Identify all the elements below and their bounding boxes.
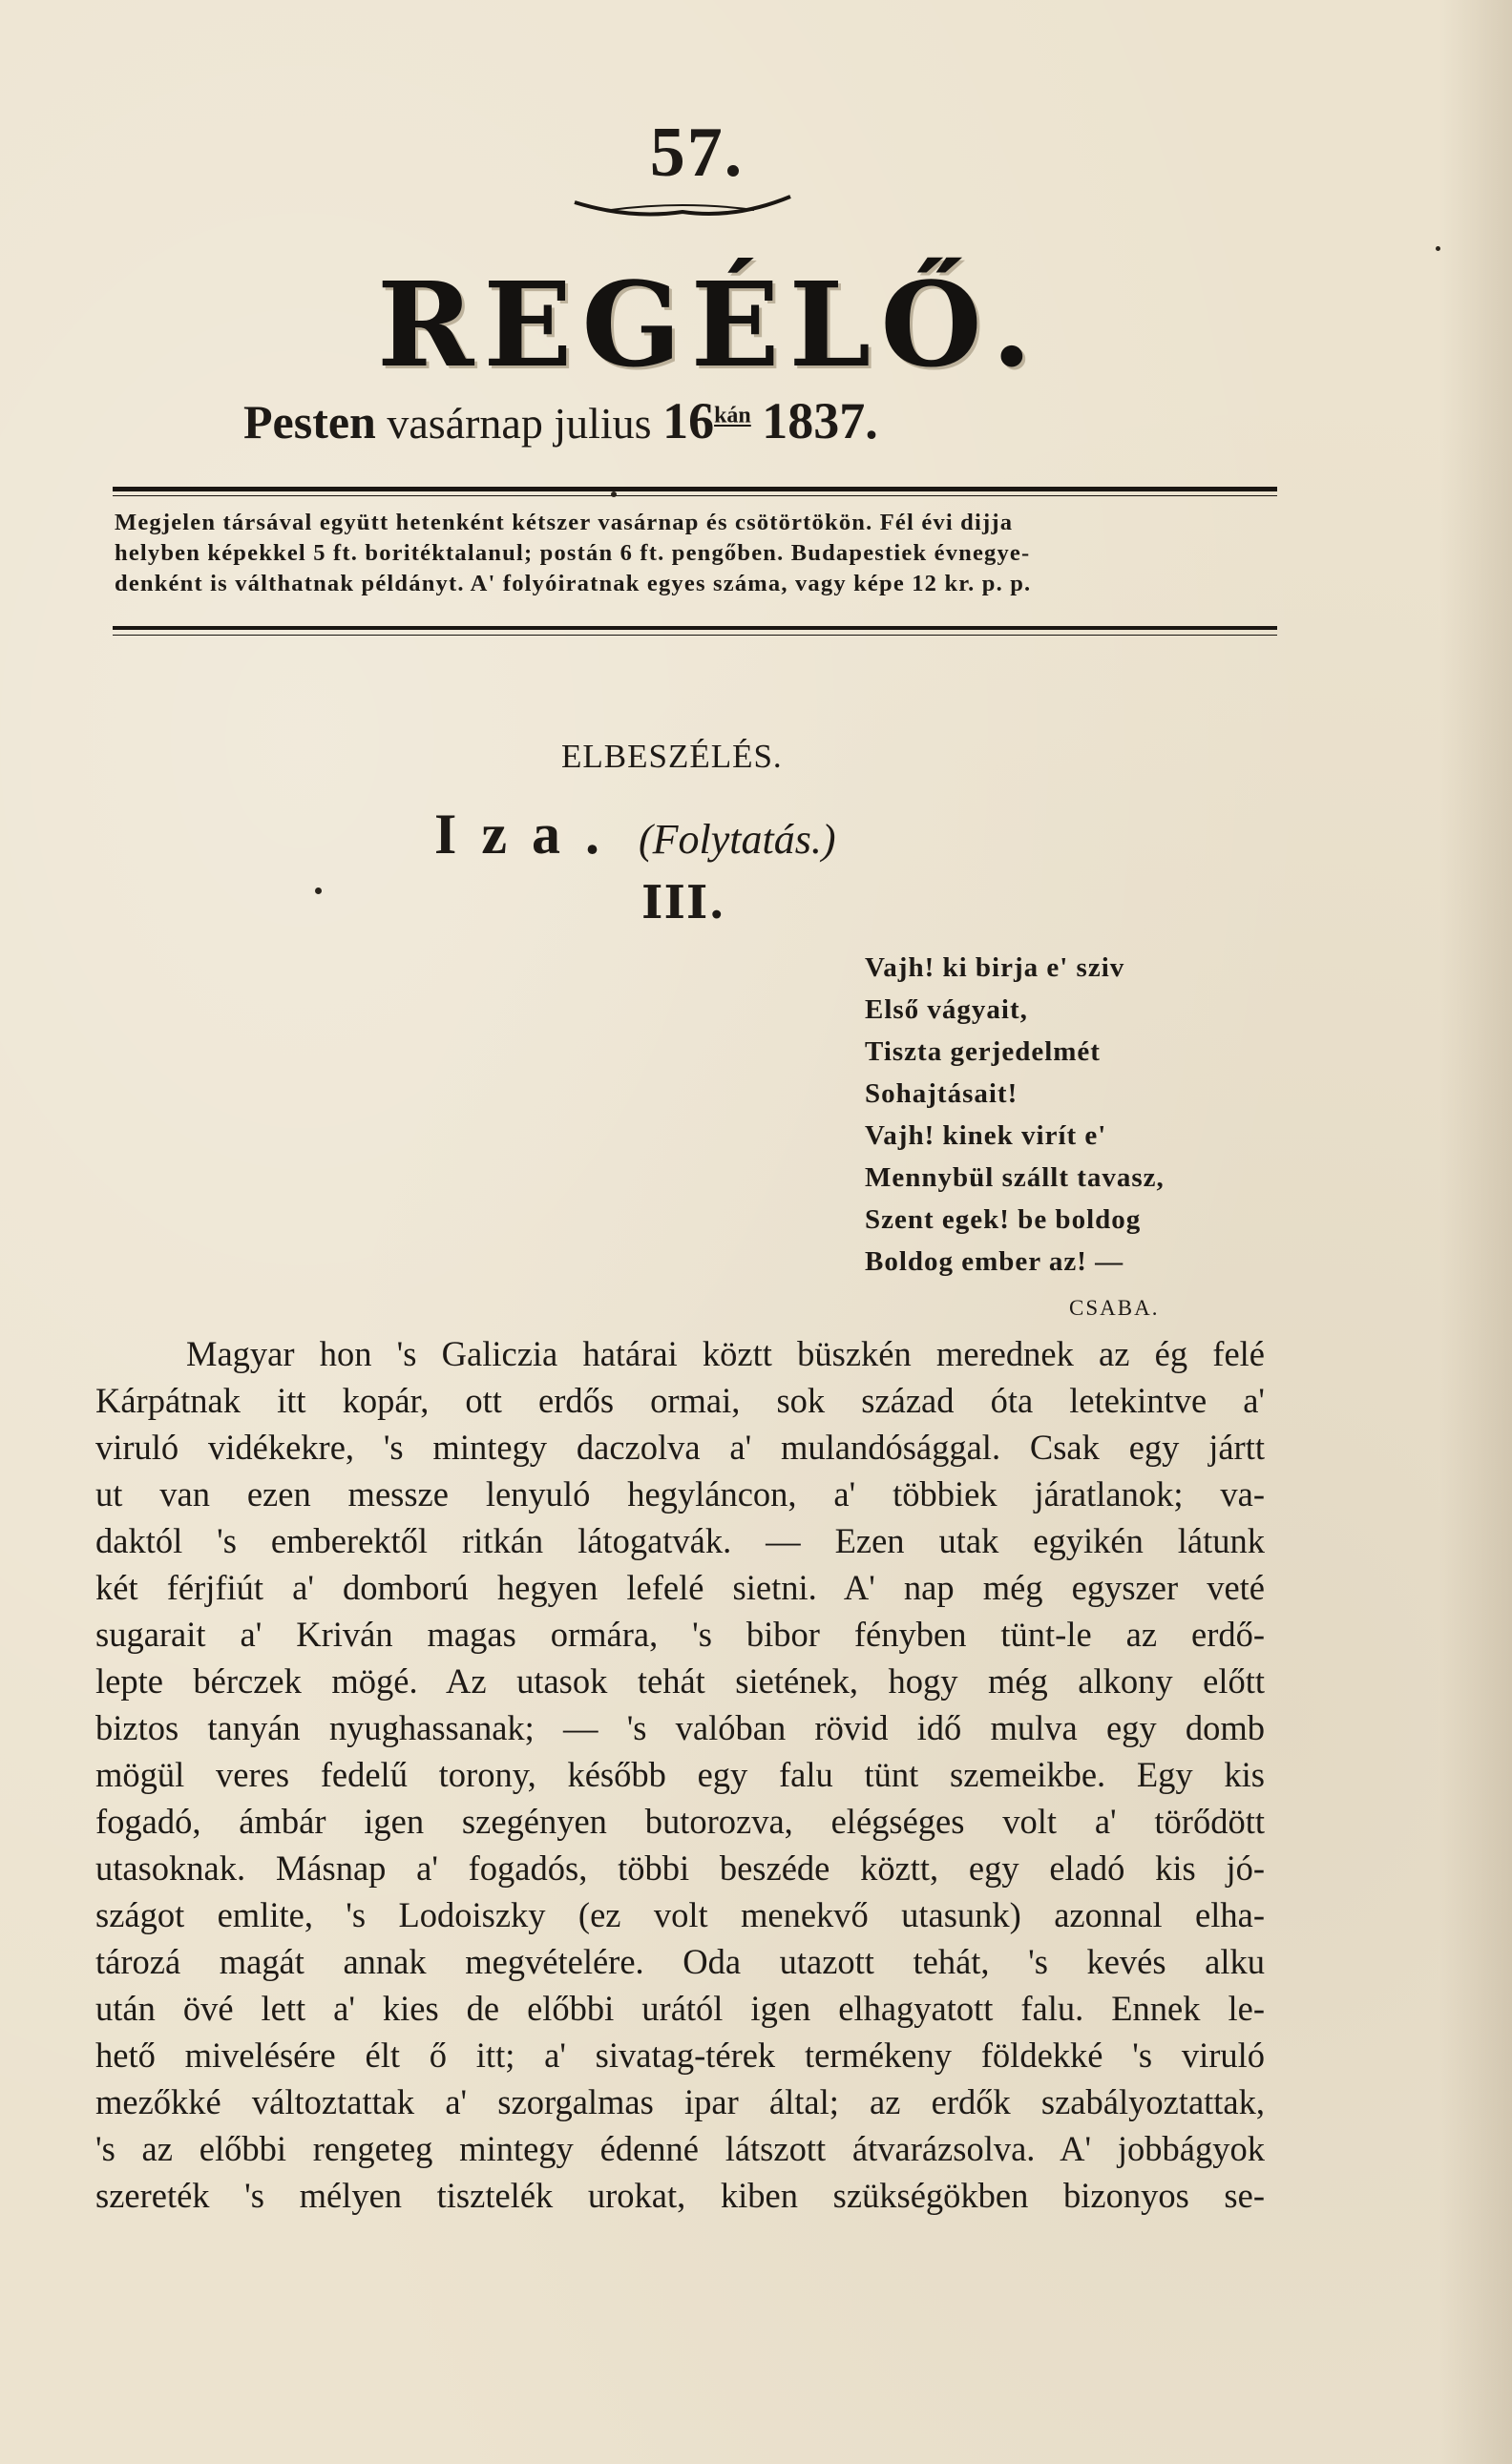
body-text-line: Magyar hon 's Galiczia határai köztt büszkén merednek az ég felé (186, 1334, 1265, 1373)
notice-rule-thin (113, 635, 1277, 636)
ornamental-flourish (573, 191, 792, 219)
epigraph-line: Vajh! ki birja e' sziv (865, 952, 1125, 983)
notice-rule-thick (113, 626, 1277, 630)
body-text-line: Kárpátnak itt kopár, ott erdős ormai, sok század óta letekintve a' (95, 1381, 1265, 1420)
page-edge-shadow (1439, 0, 1512, 2464)
body-text-line: 's az előbbi rengeteg mintegy édenné látszott átvarázsolva. A' jobbágyok (95, 2129, 1265, 2168)
body-text-line: daktól 's emberektől ritkán látogatvák. — Ezen utak egyikén látunk (95, 1521, 1265, 1560)
body-text-line: után övé lett a' kies de előbbi urától igen elhagyatott falu. Ennek le- (95, 1989, 1265, 2028)
epigraph-line: Vajh! kinek virít e' (865, 1120, 1107, 1151)
body-text-line: fogadó, ámbár igen szegényen butorozva, elégséges volt a' törődött (95, 1802, 1265, 1841)
story-title (434, 802, 959, 867)
body-text-line: szereték 's mélyen tisztelék urokat, kiben szükségökben bizonyos se- (95, 2176, 1265, 2215)
story-continuation: (Folytatás.) (638, 816, 836, 863)
dateline-year: 1837. (762, 392, 878, 449)
epigraph-line: Mennybül szállt tavasz, (865, 1162, 1165, 1193)
epigraph-line: Boldog ember az! — (865, 1246, 1124, 1277)
dateline-day: 16 (662, 392, 715, 449)
body-text-line: lepte bérczek mögé. Az utasok tehát sietének, hogy még alkony előtt (95, 1661, 1265, 1701)
epigraph-line: Szent egek! be boldog (865, 1204, 1142, 1235)
ink-speck (1436, 246, 1440, 251)
body-text-line: biztos tanyán nyughassanak; — 's valóban rövid idő mulva egy domb (95, 1708, 1265, 1747)
epigraph-signature: CSABA. (1069, 1296, 1160, 1320)
dateline-text: vasárnap julius (387, 399, 652, 448)
ink-speck (315, 887, 322, 894)
header-rule-thick (113, 487, 1277, 491)
issue-number: 57. (649, 114, 745, 192)
ink-speck (611, 491, 617, 497)
subscription-notice-line: denként is válthatnak példányt. A' folyóiratnak egyes száma, vagy képe 12 kr. p. p. (115, 571, 1032, 596)
body-text-line: két férjfiút a' domború hegyen lefelé sietni. A' nap még egyszer veté (95, 1568, 1265, 1607)
dateline-day-suffix: kán (714, 403, 751, 428)
body-text-line: hető mivelésére élt ő itt; a' sivatag-térek termékeny földekké 's viruló (95, 2036, 1265, 2075)
epigraph-line: Tiszta gerjedelmét (865, 1036, 1101, 1067)
dateline-city: Pesten (243, 395, 376, 449)
subscription-notice-line: Megjelen társával együtt hetenként kétszer vasárnap és csötörtökön. Fél évi dijja (115, 510, 1014, 535)
body-text-line: tározá magát annak megvételére. Oda utazott tehát, 's kevés alku (95, 1942, 1265, 1981)
body-text-line: sugarait a' Kriván magas ormára, 's bibor fényben tünt-le az erdő- (95, 1615, 1265, 1654)
masthead-title: REGÉLŐ. (377, 256, 1042, 393)
subscription-notice-line: helyben képekkel 5 ft. boritéktalanul; postán 6 ft. pengőben. Budapestiek évnegye- (115, 540, 1031, 566)
body-text-line: mezőkké változtattak a' szorgalmas ipar által; az erdők szabályoztattak, (95, 2082, 1265, 2121)
chapter-number: III. (641, 876, 726, 929)
header-rule-thin (113, 495, 1277, 496)
story-title-text: Iza. (434, 803, 624, 866)
epigraph-line: Sohajtásait! (865, 1078, 1018, 1109)
body-text-line: szágot emlite, 's Lodoiszky (ez volt menekvő utasunk) azonnal elha- (95, 1895, 1265, 1934)
dateline (243, 391, 1160, 450)
epigraph-line: Első vágyait, (865, 994, 1028, 1025)
body-text-line: viruló vidékekre, 's mintegy daczolva a' mulandósággal. Csak egy jártt (95, 1428, 1265, 1467)
body-text-line: utasoknak. Másnap a' fogadós, többi beszéde köztt, egy eladó kis jó- (95, 1848, 1265, 1888)
body-text-line: ut van ezen messze lenyuló hegyláncon, a' többiek járatlanok; va- (95, 1474, 1265, 1514)
body-text-line: mögül veres fedelű torony, később egy falu tünt szemeikbe. Egy kis (95, 1755, 1265, 1794)
section-label: ELBESZÉLÉS. (561, 738, 783, 775)
